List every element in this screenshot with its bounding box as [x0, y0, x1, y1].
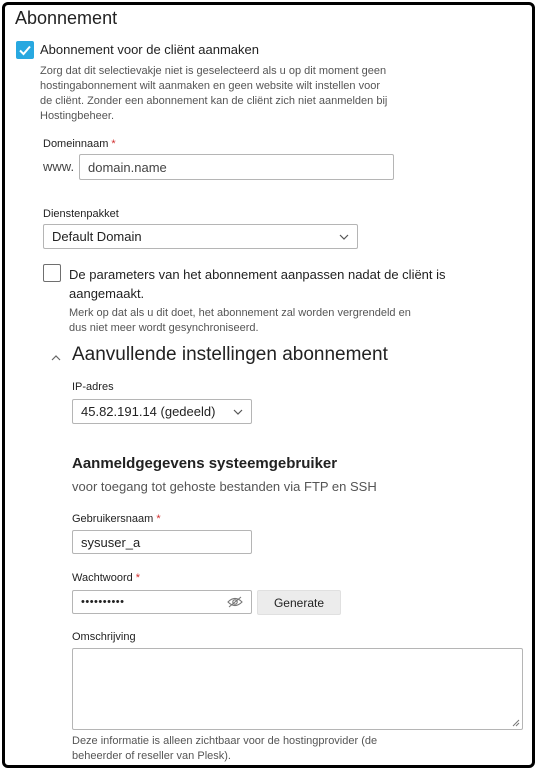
domain-label: Domeinnaam * [43, 138, 116, 150]
service-plan-value: Default Domain [52, 229, 142, 244]
required-mark: * [111, 138, 116, 150]
username-value: sysuser_a [81, 534, 141, 550]
description-label: Omschrijving [72, 631, 136, 643]
password-input[interactable] [72, 590, 252, 614]
checkmark-icon [18, 43, 32, 57]
ip-value: 45.82.191.14 (gedeeld) [81, 404, 216, 419]
service-plan-label: Dienstenpakket [43, 208, 119, 220]
customize-params-hint: Merk op dat als u dit doet, het abonnement zal worden vergrendeld en dus niet meer wordt gesynchroniseerd. [69, 307, 411, 334]
required-mark: * [135, 572, 141, 584]
description-hint: Deze informatie is alleen zichtbaar voor de hostingprovider (de beheerder of reseller van Plesk). [72, 735, 378, 762]
subscription-panel [2, 2, 535, 768]
description-textarea[interactable] [72, 648, 523, 730]
username-label: Gebruikersnaam * [72, 513, 161, 525]
create-subscription-checkbox[interactable] [16, 41, 34, 59]
customize-params-label[interactable]: De parameters van het abonnement aanpassen nadat de cliënt is aangemaakt. [69, 267, 446, 301]
eye-off-icon[interactable] [227, 596, 243, 608]
collapse-toggle[interactable] [51, 349, 61, 367]
password-value: •••••••••• [81, 596, 125, 608]
section-title: Abonnement [15, 8, 118, 28]
additional-settings-title[interactable]: Aanvullende instellingen abonnement [72, 344, 388, 365]
create-subscription-label[interactable]: Abonnement voor de cliënt aanmaken [40, 42, 259, 57]
service-plan-select[interactable] [43, 224, 358, 249]
password-label: Wachtwoord * [72, 572, 141, 584]
customize-params-checkbox[interactable] [43, 264, 61, 282]
resize-handle-icon[interactable] [511, 718, 520, 727]
sysuser-title: Aanmeldgegevens systeemgebruiker [72, 455, 338, 472]
required-mark: * [156, 513, 161, 525]
ip-select[interactable] [72, 399, 252, 424]
generate-button[interactable]: Generate [257, 590, 341, 615]
chevron-down-icon [339, 234, 349, 240]
domain-input[interactable] [79, 154, 394, 180]
chevron-up-icon [51, 354, 61, 362]
domain-prefix: www. [43, 159, 75, 174]
username-input[interactable] [72, 530, 252, 554]
chevron-down-icon [233, 409, 243, 415]
domain-placeholder: domain.name [88, 159, 167, 175]
sysuser-subtitle: voor toegang tot gehoste bestanden via FTP en SSH [72, 479, 377, 494]
ip-label: IP-adres [72, 381, 114, 393]
create-subscription-hint: Zorg dat dit selectievakje niet is geselecteerd als u op dit moment geen hostingabonnement wilt aanmaken en geen website wilt instellen voor de cliënt. Zonder een abonnement kan de cliënt zich niet aanmelden bij Hostingbeheer. [40, 65, 388, 122]
